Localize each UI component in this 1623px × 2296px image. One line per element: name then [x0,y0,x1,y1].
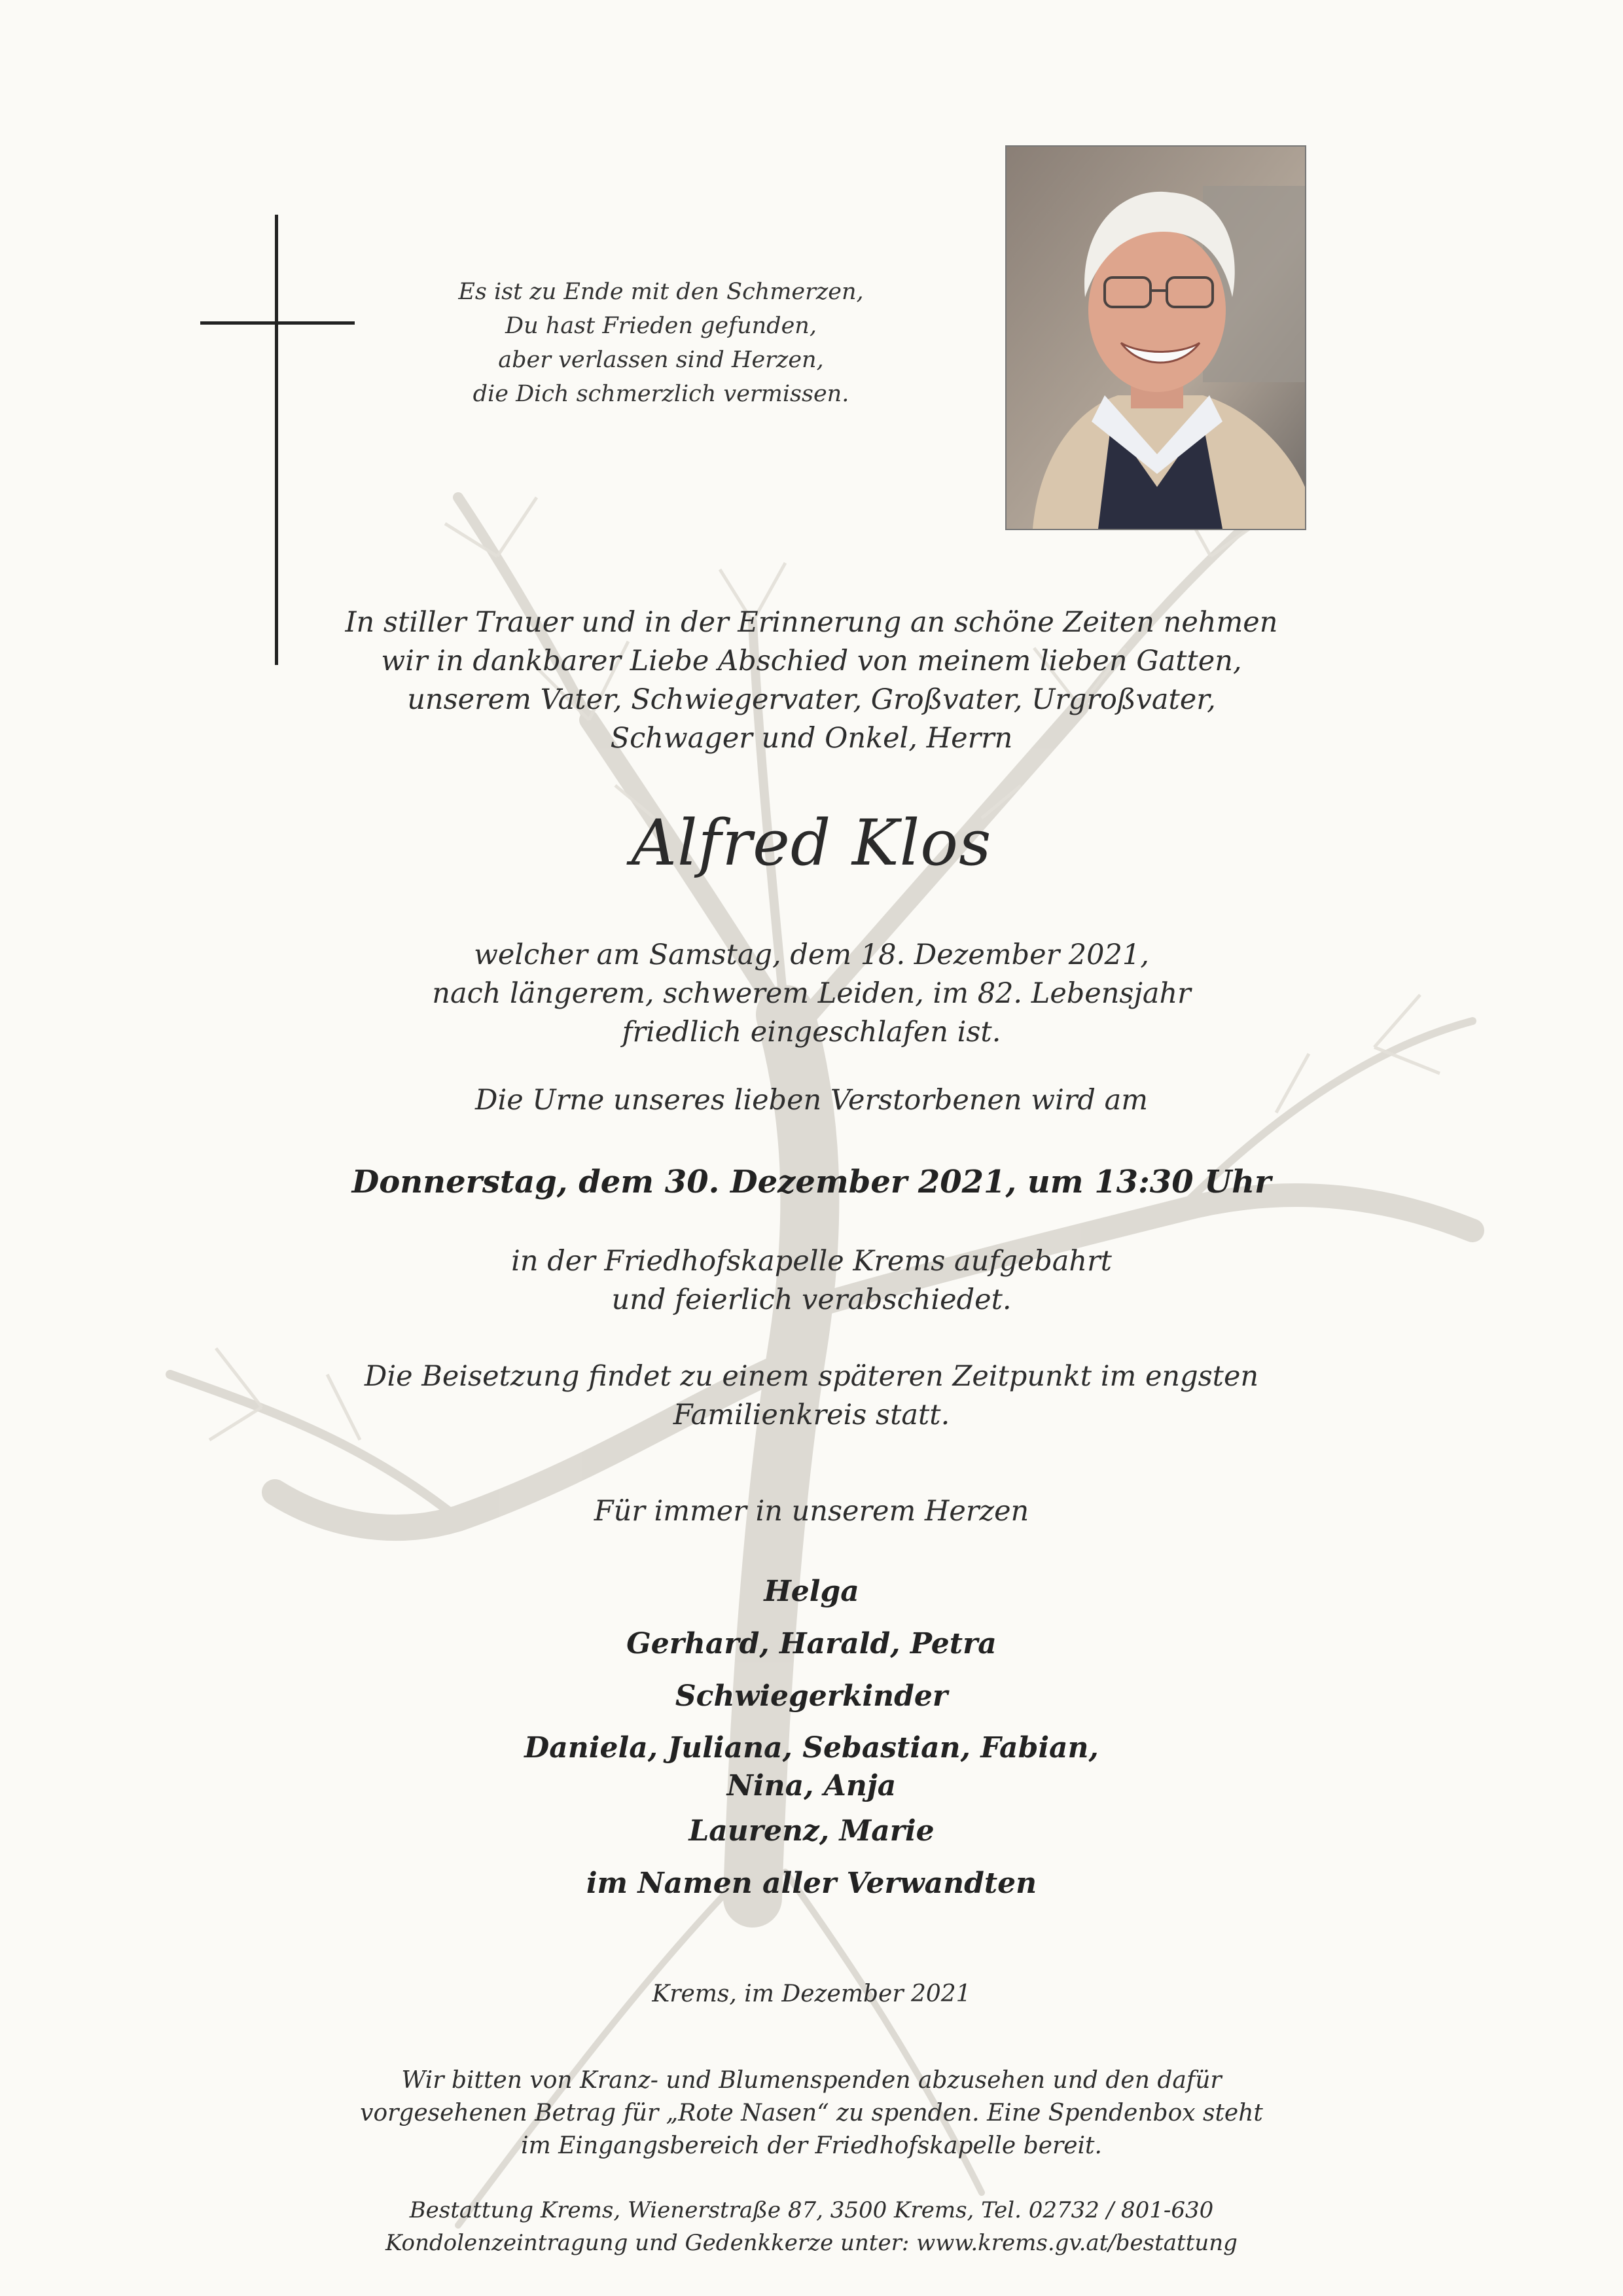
intro-line: wir in dankbarer Liebe Abschied von meinem lieben Gatten, [381,645,1242,677]
mourner-line: Gerhard, Harald, Petra [626,1627,997,1660]
mourner-line: Laurenz, Marie [688,1814,935,1848]
place-date: Krems, im Dezember 2021 [652,1981,971,2007]
mourner-line: Helga [764,1575,859,1608]
funeral-home-contact [157,2194,1466,2259]
poem-line: aber verlassen sind Herzen, [498,347,824,373]
poem-line: die Dich schmerzlich vermissen. [473,381,849,407]
contact-line: Kondolenzeintragung und Gedenkkerze unter: www.krems.gv.at/bestattung [385,2230,1238,2256]
mourner-line: Nina, Anja [726,1769,897,1803]
mourner-line: Schwiegerkinder [675,1679,948,1713]
intro-line: Schwager und Onkel, Herrn [610,722,1013,755]
poem-line: Es ist zu Ende mit den Schmerzen, [458,279,864,305]
note-line: vorgesehenen Betrag für „Rote Nasen“ zu spenden. Eine Spendenbox steht [360,2100,1263,2126]
cross-horizontal-bar [200,321,355,325]
intro-text [157,603,1466,758]
mourners-list [157,1566,1466,1910]
urn-text: Die Urne unseres lieben Verstorbenen wird am [475,1084,1148,1117]
forever-text: Für immer in unserem Herzen [594,1495,1029,1528]
death-details [157,936,1466,1052]
note-line: Wir bitten von Kranz- und Blumenspenden abzusehen und den dafür [401,2067,1222,2094]
poem [366,275,955,411]
cross-vertical-bar [275,215,278,665]
death-line: friedlich eingeschlafen ist. [622,1016,1001,1049]
deceased-name: Alfred Klos [631,806,992,880]
portrait-illustration [1007,147,1305,529]
note-line: im Eingangsbereich der Friedhofskapelle bereit. [521,2132,1102,2159]
poem-line: Du hast Frieden gefunden, [505,313,817,339]
chapel-line: und feierlich verabschiedet. [611,1283,1012,1316]
mourner-line: Daniela, Juliana, Sebastian, Fabian, [524,1731,1099,1765]
ceremony-date: Donnerstag, dem 30. Dezember 2021, um 13:30 Uhr [351,1164,1272,1200]
contact-line: Bestattung Krems, Wienerstraße 87, 3500 Krems, Tel. 02732 / 801-630 [409,2197,1214,2223]
intro-line: unserem Vater, Schwiegervater, Großvater, Urgroßvater, [407,683,1216,716]
chapel-line: in der Friedhofskapelle Krems aufgebahrt [511,1245,1112,1278]
death-line: nach längerem, schwerem Leiden, im 82. Lebensjahr [432,977,1191,1010]
donation-note [157,2064,1466,2162]
death-line: welcher am Samstag, dem 18. Dezember 2021, [474,939,1149,971]
mourner-line: im Namen aller Verwandten [586,1867,1037,1900]
intro-line: In stiller Trauer und in der Erinnerung an schöne Zeiten nehmen [345,606,1278,639]
burial-line: Familienkreis statt. [673,1399,950,1431]
burial-line: Die Beisetzung findet zu einem späteren Zeitpunkt im engsten [364,1360,1259,1393]
burial-text [157,1357,1466,1435]
chapel-text [157,1242,1466,1319]
portrait-photo [1005,145,1306,530]
